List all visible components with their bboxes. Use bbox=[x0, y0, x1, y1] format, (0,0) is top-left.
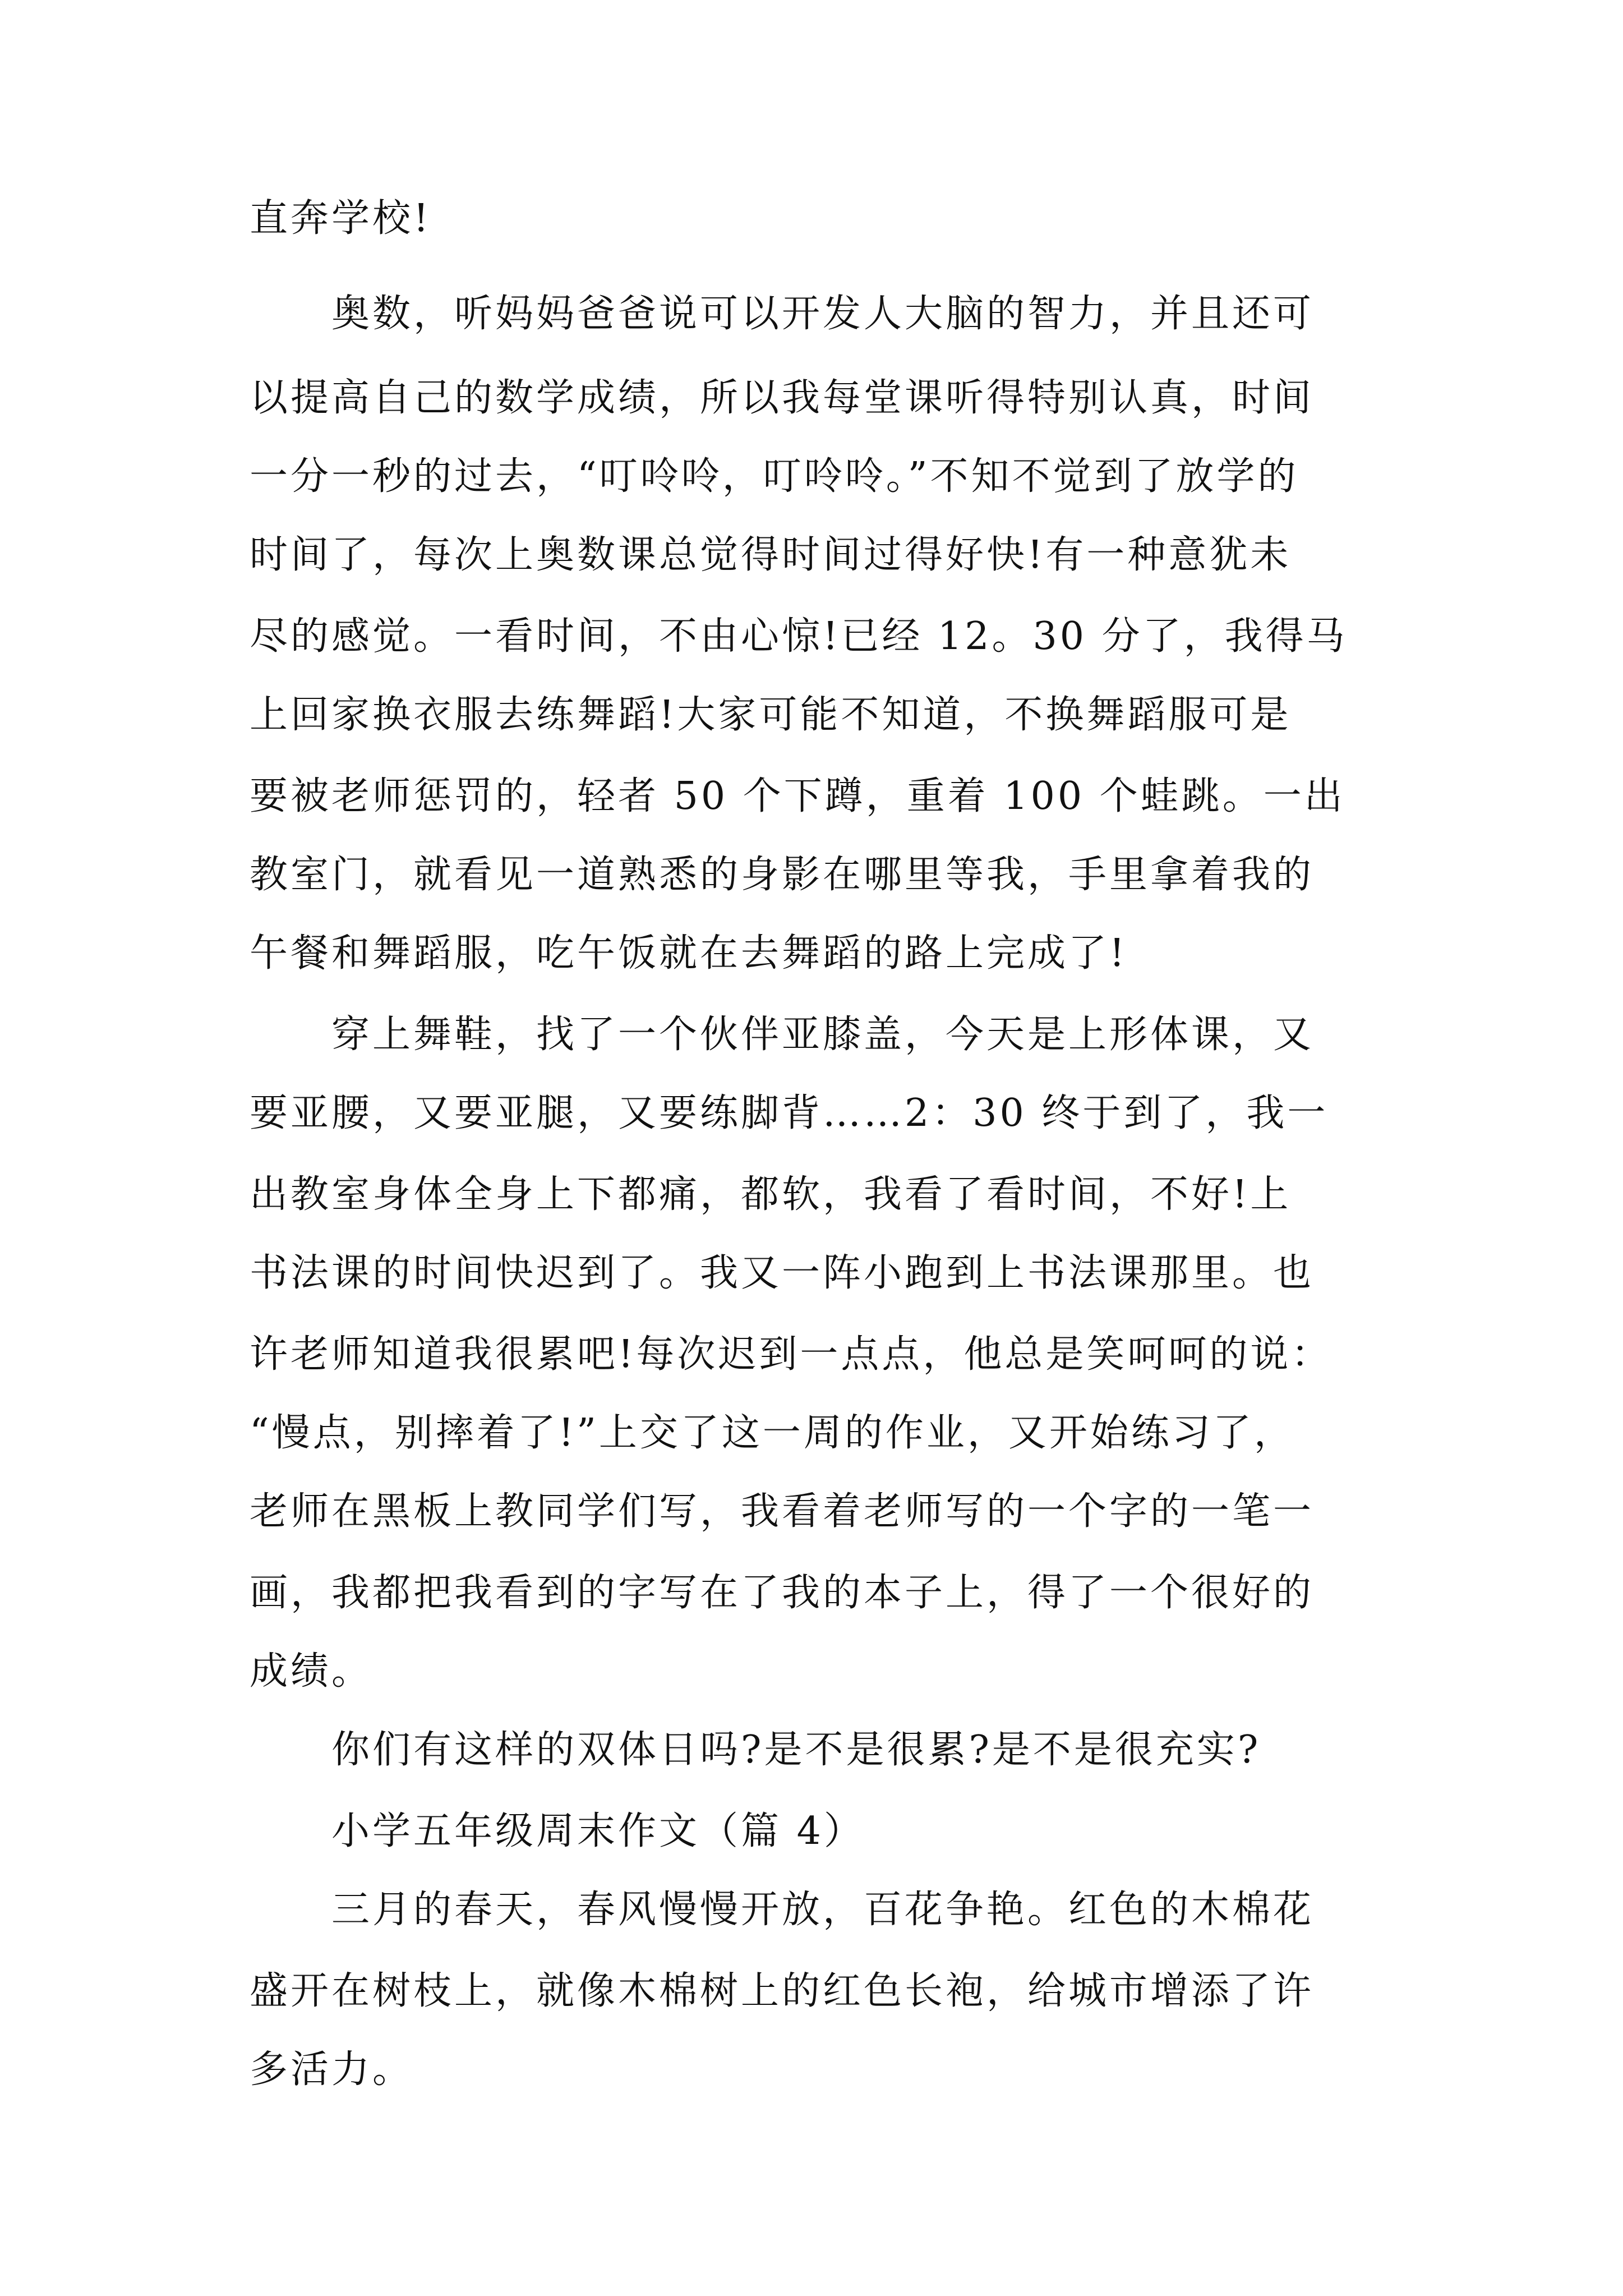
text-line: 直奔学校! bbox=[250, 196, 432, 241]
text-line: 奥数，听妈妈爸爸说可以开发人大脑的智力，并且还可 bbox=[250, 292, 1315, 336]
text-line: 三月的春天，春风慢慢开放，百花争艳。红色的木棉花 bbox=[250, 1888, 1315, 1932]
text-line: 上回家换衣服去练舞蹈!大家可能不知道，不换舞蹈服可是 bbox=[250, 693, 1292, 737]
text-line: 教室门，就看见一道熟悉的身影在哪里等我，手里拿着我的 bbox=[250, 853, 1315, 897]
text-line: 成绩。 bbox=[250, 1649, 373, 1694]
text-line: 出教室身体全身上下都痛，都软，我看了看时间，不好!上 bbox=[250, 1172, 1292, 1217]
text-line: 一分一秒的过去，“叮呤呤，叮呤呤。”不知不觉到了放学的 bbox=[250, 454, 1299, 499]
text-line: 穿上舞鞋，找了一个伙伴亚膝盖，今天是上形体课，又 bbox=[250, 1013, 1315, 1057]
text-line: 画，我都把我看到的字写在了我的本子上，得了一个很好的 bbox=[250, 1571, 1315, 1615]
text-line: 时间了，每次上奥数课总觉得时间过得好快!有一种意犹未 bbox=[250, 533, 1292, 577]
text-line: 要被老师惩罚的，轻者 50 个下蹲，重着 100 个蛙跳。一出 bbox=[250, 774, 1345, 818]
text-line: 书法课的时间快迟到了。我又一阵小跑到上书法课那里。也 bbox=[250, 1251, 1315, 1295]
section-heading: 小学五年级周末作文（篇 4） bbox=[250, 1809, 865, 1853]
text-line: 你们有这样的双体日吗?是不是很累?是不是很充实? bbox=[250, 1728, 1261, 1772]
text-line: 老师在黑板上教同学们写，我看着老师写的一个字的一笔一 bbox=[250, 1489, 1315, 1534]
text-line: 以提高自己的数学成绩，所以我每堂课听得特别认真，时间 bbox=[250, 376, 1315, 420]
text-line: “慢点，别摔着了!”上交了这一周的作业，又开始练习了， bbox=[250, 1411, 1295, 1455]
text-line: 许老师知道我很累吧!每次迟到一点点，他总是笑呵呵的说： bbox=[250, 1332, 1332, 1377]
text-line: 午餐和舞蹈服，吃午饭就在去舞蹈的路上完成了! bbox=[250, 931, 1128, 976]
text-line: 盛开在树枝上，就像木棉树上的红色长袍，给城市增添了许 bbox=[250, 1969, 1315, 2013]
text-line: 要亚腰，又要亚腿，又要练脚背……2：30 终于到了，我一 bbox=[250, 1091, 1329, 1135]
text-line: 多活力。 bbox=[250, 2047, 414, 2092]
text-line: 尽的感觉。一看时间，不由心惊!已经 12。30 分了，我得马 bbox=[250, 614, 1348, 659]
